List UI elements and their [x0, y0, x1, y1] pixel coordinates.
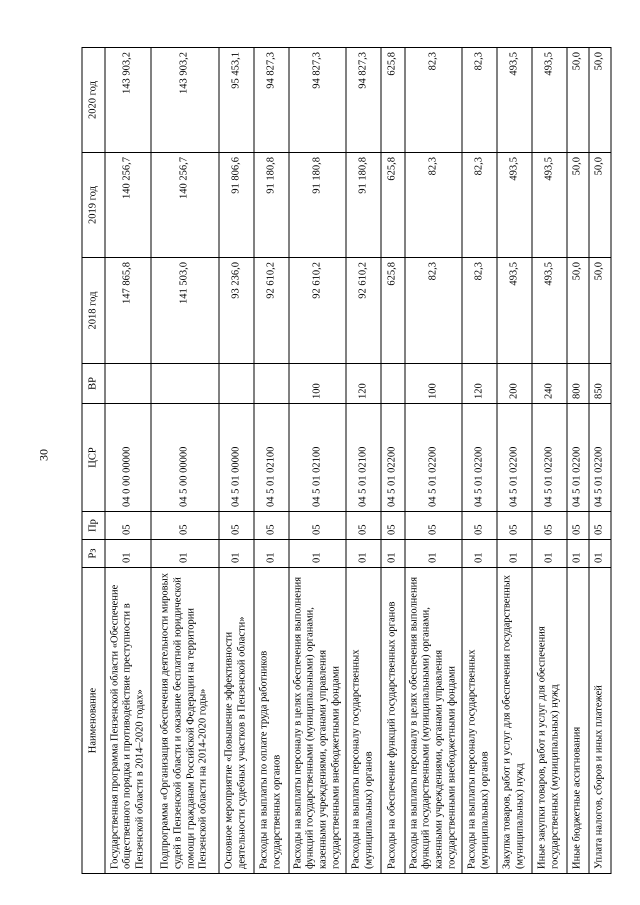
cell-pr: 05	[105, 512, 151, 540]
cell-2019: 82,3	[405, 153, 462, 258]
cell-csr: 04 5 01 00000	[219, 404, 254, 512]
cell-name: Расходы на выплаты по оплате труда работников государственных органов	[254, 568, 289, 874]
cell-vr: 120	[462, 364, 497, 404]
cell-rz: 01	[381, 540, 405, 568]
cell-name: Уплата налогов, сборов и иных платежей	[589, 568, 611, 874]
cell-name: Расходы на выплаты персоналу государственных (муниципальных) органов	[462, 568, 497, 874]
cell-csr: 04 5 01 02200	[462, 404, 497, 512]
cell-2020: 493,5	[497, 48, 532, 153]
cell-2019: 140 256,7	[105, 153, 151, 258]
cell-2019: 493,5	[532, 153, 567, 258]
cell-vr: 200	[497, 364, 532, 404]
cell-2018: 50,0	[567, 258, 589, 364]
cell-2019: 91 180,8	[254, 153, 289, 258]
cell-pr: 05	[254, 512, 289, 540]
table-row	[405, 48, 462, 874]
table-header-row	[82, 48, 105, 874]
cell-pr: 05	[589, 512, 611, 540]
cell-name: Расходы на выплаты персоналу в целях обеспечения выполнения функций государственными (муниципальными) органами, казенными учреждениями, органами управления государственными внебюджетными фондами	[289, 568, 346, 874]
table-row	[346, 48, 381, 874]
cell-2019: 493,5	[497, 153, 532, 258]
header-vr: ВР	[82, 364, 105, 404]
cell-2020: 82,3	[462, 48, 497, 153]
cell-2020: 94 827,3	[254, 48, 289, 153]
cell-2018: 82,3	[405, 258, 462, 364]
cell-name: Основное мероприятие «Повышение эффективности деятельности судебных участков в Пензенской области»	[219, 568, 254, 874]
cell-2018: 92 610,2	[289, 258, 346, 364]
cell-2019: 140 256,7	[151, 153, 219, 258]
cell-2020: 94 827,3	[346, 48, 381, 153]
cell-name: Подпрограмма «Организация обеспечения деятельности мировых судей в Пензенской области и оказание бесплатной юридической помощи гражданам Российской Федерации на территории Пензенской области на 2014-2020 годы»	[151, 568, 219, 874]
cell-pr: 05	[219, 512, 254, 540]
cell-2018: 92 610,2	[254, 258, 289, 364]
table-row	[462, 48, 497, 874]
cell-rz: 01	[105, 540, 151, 568]
cell-rz: 01	[589, 540, 611, 568]
cell-rz: 01	[151, 540, 219, 568]
table-row	[497, 48, 532, 874]
cell-name: Расходы на выплаты персоналу в целях обеспечения выполнения функций государственными (муниципальными) органами, казенными учреждениями, органами управления государственными внебюджетными фондами	[405, 568, 462, 874]
cell-name: Расходы на обеспечение функций государственных органов	[381, 568, 405, 874]
cell-csr: 04 5 01 02100	[254, 404, 289, 512]
table-row	[381, 48, 405, 874]
cell-csr: 04 5 00 00000	[151, 404, 219, 512]
cell-pr: 05	[497, 512, 532, 540]
cell-rz: 01	[289, 540, 346, 568]
cell-pr: 05	[151, 512, 219, 540]
cell-csr: 04 5 01 02200	[532, 404, 567, 512]
cell-vr	[105, 364, 151, 404]
cell-vr	[254, 364, 289, 404]
cell-2019: 625,8	[381, 153, 405, 258]
cell-2020: 94 827,3	[289, 48, 346, 153]
cell-2018: 93 236,0	[219, 258, 254, 364]
cell-vr: 850	[589, 364, 611, 404]
cell-rz: 01	[254, 540, 289, 568]
header-2018: 2018 год	[82, 258, 105, 364]
cell-2020: 50,0	[567, 48, 589, 153]
cell-2018: 493,5	[497, 258, 532, 364]
cell-vr: 800	[567, 364, 589, 404]
cell-name: Иные закупки товаров, работ и услуг для обеспечения государственных (муниципальных) нужд	[532, 568, 567, 874]
cell-pr: 05	[381, 512, 405, 540]
cell-2020: 50,0	[589, 48, 611, 153]
cell-rz: 01	[219, 540, 254, 568]
cell-name: Иные бюджетные ассигнования	[567, 568, 589, 874]
cell-pr: 05	[289, 512, 346, 540]
cell-vr: 240	[532, 364, 567, 404]
cell-rz: 01	[405, 540, 462, 568]
header-rz: Рз	[82, 540, 105, 568]
cell-csr: 04 0 00 00000	[105, 404, 151, 512]
cell-2019: 91 180,8	[289, 153, 346, 258]
cell-2018: 141 503,0	[151, 258, 219, 364]
cell-2020: 143 903,2	[151, 48, 219, 153]
table-row	[532, 48, 567, 874]
cell-vr: 120	[346, 364, 381, 404]
cell-pr: 05	[462, 512, 497, 540]
page-number: 30	[36, 449, 51, 461]
header-2019: 2019 год	[82, 153, 105, 258]
cell-2018: 147 865,8	[105, 258, 151, 364]
cell-csr: 04 5 01 02200	[589, 404, 611, 512]
cell-vr	[151, 364, 219, 404]
header-pr: Пр	[82, 512, 105, 540]
cell-2019: 82,3	[462, 153, 497, 258]
budget-table	[82, 47, 612, 874]
cell-vr	[381, 364, 405, 404]
header-csr: ЦСР	[82, 404, 105, 512]
table-row	[219, 48, 254, 874]
table-row	[589, 48, 611, 874]
cell-2020: 625,8	[381, 48, 405, 153]
cell-2019: 50,0	[589, 153, 611, 258]
table-row	[567, 48, 589, 874]
cell-name: Закупка товаров, работ и услуг для обеспечения государственных (муниципальных) нужд	[497, 568, 532, 874]
cell-vr: 100	[289, 364, 346, 404]
cell-2020: 493,5	[532, 48, 567, 153]
cell-2020: 95 453,1	[219, 48, 254, 153]
cell-pr: 05	[567, 512, 589, 540]
cell-2018: 92 610,2	[346, 258, 381, 364]
cell-pr: 05	[405, 512, 462, 540]
cell-rz: 01	[346, 540, 381, 568]
cell-csr: 04 5 01 02100	[346, 404, 381, 512]
cell-rz: 01	[462, 540, 497, 568]
cell-2018: 493,5	[532, 258, 567, 364]
table-row	[289, 48, 346, 874]
table-row	[151, 48, 219, 874]
header-2020: 2020 год	[82, 48, 105, 153]
table-body	[105, 48, 611, 874]
cell-vr	[219, 364, 254, 404]
cell-rz: 01	[497, 540, 532, 568]
cell-csr: 04 5 01 02200	[381, 404, 405, 512]
header-name: Наименование	[82, 568, 105, 874]
cell-csr: 04 5 01 02200	[567, 404, 589, 512]
cell-vr: 100	[405, 364, 462, 404]
cell-csr: 04 5 01 02200	[497, 404, 532, 512]
cell-2018: 625,8	[381, 258, 405, 364]
cell-csr: 04 5 01 02100	[289, 404, 346, 512]
table-row	[254, 48, 289, 874]
cell-rz: 01	[532, 540, 567, 568]
cell-pr: 05	[532, 512, 567, 540]
cell-rz: 01	[567, 540, 589, 568]
table-row	[105, 48, 151, 874]
cell-2020: 82,3	[405, 48, 462, 153]
cell-2019: 91 806,6	[219, 153, 254, 258]
cell-2018: 82,3	[462, 258, 497, 364]
cell-name: Государственная программа Пензенской области «Обеспечение общественного порядка и противодействие преступности в Пензенской области в 2014–2020 годах»	[105, 568, 151, 874]
cell-2019: 50,0	[567, 153, 589, 258]
rotated-page	[82, 48, 605, 874]
cell-2018: 50,0	[589, 258, 611, 364]
cell-name: Расходы на выплаты персоналу государственных (муниципальных) органов	[346, 568, 381, 874]
cell-2019: 91 180,8	[346, 153, 381, 258]
cell-csr: 04 5 01 02200	[405, 404, 462, 512]
cell-2020: 143 903,2	[105, 48, 151, 153]
cell-pr: 05	[346, 512, 381, 540]
